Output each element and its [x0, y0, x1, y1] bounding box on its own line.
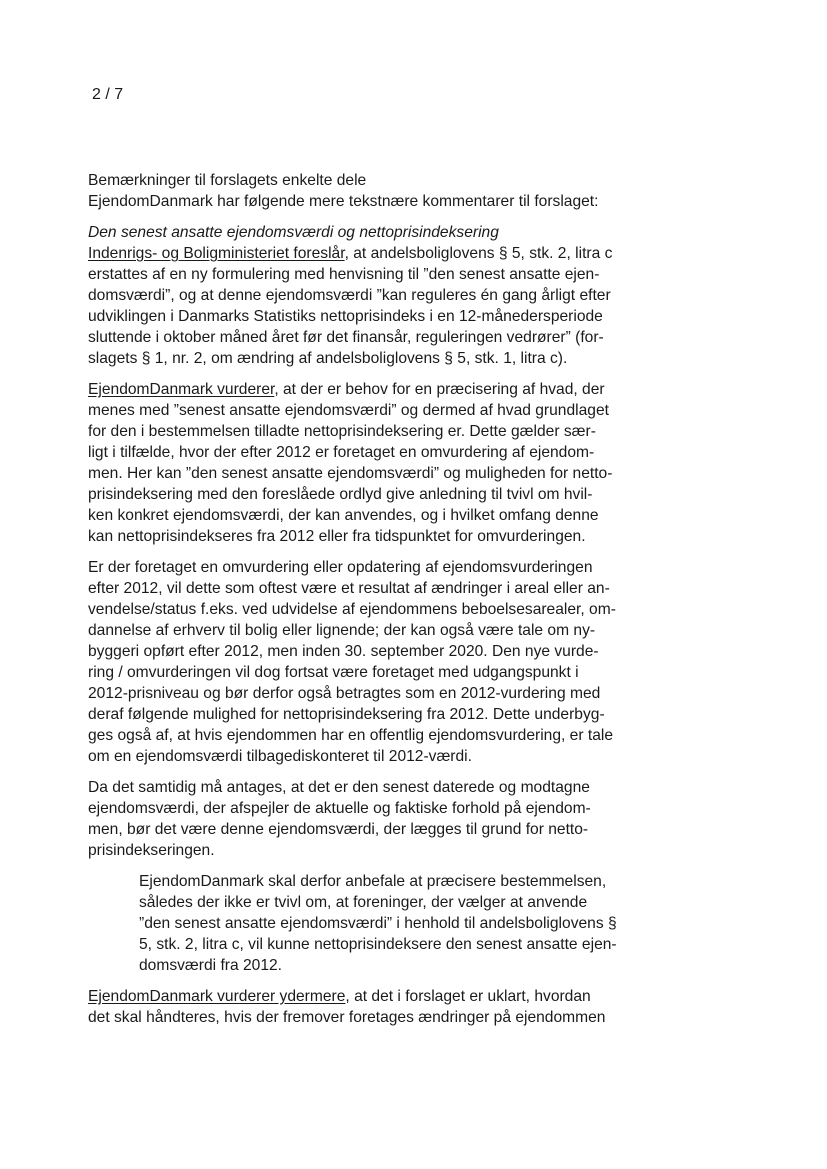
section-heading: Bemærkninger til forslagets enkelte dele — [88, 172, 367, 189]
paragraph-5: EjendomDanmark vurderer ydermere, at det i forslaget er uklart, hvordan det skal håndteres, hvis der fremover foretages ændringer på ejendommen — [88, 988, 606, 1026]
recommendation-quote: EjendomDanmark skal derfor anbefale at præcisere bestemmelsen, således der ikke er tvivl om, at foreninger, der vælger at anvende ”den senest ansatte ejendomsværdi” i henhold til andelsboliglovens § 5, stk. 2, litra c, vil kunne nettoprisindeksere den senest ansatte ejen- domsværdi fra 2012. — [139, 873, 617, 974]
paragraph-3: Er der foretaget en omvurdering eller opdatering af ejendomsvurderingen efter 2012, vil dette som oftest være et resultat af ændringer i areal eller an- vendelse/status f.eks. ved udvidelse af ejendommens beboelsesarealer, om- dannelse af erhverv til bolig eller lignende; der kan også være tale om ny- byggeri opført efter 2012, men inden 30. september 2020. Den nye vurde- ring / omvurderingen vil dog fortsat være foretaget med udgangspunkt i 2012-prisniveau og bør derfor også betragtes som en 2012-vurdering med deraf følgende mulighed for nettoprisindeksering fra 2012. Dette underbyg- ges også af, at hvis ejendommen har en offentlig ejendomsvurdering, er tale om en ejendomsværdi tilbagediskonteret til 2012-værdi. — [88, 559, 616, 765]
intro-text: EjendomDanmark har følgende mere tekstnære kommentarer til forslaget: — [88, 193, 599, 210]
paragraph-2-underlined: EjendomDanmark vurderer — [88, 381, 275, 398]
paragraph-1: Indenrigs- og Boligministeriet foreslår, at andelsboliglovens § 5, stk. 2, litra c erstattes af en ny formulering med henvisning til ”den senest ansatte ejen- domsværdi”, og at denne ejendomsværdi ”kan reguleres én gang årligt efter udviklingen i Danmarks Statistiks nettoprisindeks i en 12-månedersperiode sluttende i oktober måned året før det finansår, reguleringen vedrører” (for- slagets § 1, nr. 2, om ændring af andelsboliglovens § 5, stk. 1, litra c). — [88, 245, 613, 367]
paragraph-5-underlined: EjendomDanmark vurderer ydermere — [88, 988, 346, 1005]
document-body — [88, 170, 678, 1028]
paragraph-4: Da det samtidig må antages, at det er den senest daterede og modtagne ejendomsværdi, der afspejler de aktuelle og faktiske forhold på ejendom- men, bør det være denne ejendomsværdi, der lægges til grund for netto- prisindekseringen. — [88, 779, 591, 859]
subsection-title: Den senest ansatte ejendomsværdi og nettoprisindeksering — [88, 224, 499, 241]
paragraph-1-underlined: Indenrigs- og Boligministeriet foreslår — [88, 245, 345, 262]
paragraph-2: EjendomDanmark vurderer, at der er behov for en præcisering af hvad, der menes med ”senest ansatte ejendomsværdi” og dermed af hvad grundlaget for den i bestemmelsen tilladte nettoprisindeksering er. Dette gælder sær- ligt i tilfælde, hvor der efter 2012 er foretaget en omvurdering af ejendom- men. Her kan ”den senest ansatte ejendomsværdi” og muligheden for netto- prisindeksering med den foreslåede ordlyd give anledning til tvivl om hvil- ken konkret ejendomsværdi, der kan anvendes, og i hvilket omfang denne kan nettoprisindekseres fra 2012 eller fra tidspunktet for omvurderingen. — [88, 381, 613, 545]
page-number: 2 / 7 — [92, 86, 124, 103]
